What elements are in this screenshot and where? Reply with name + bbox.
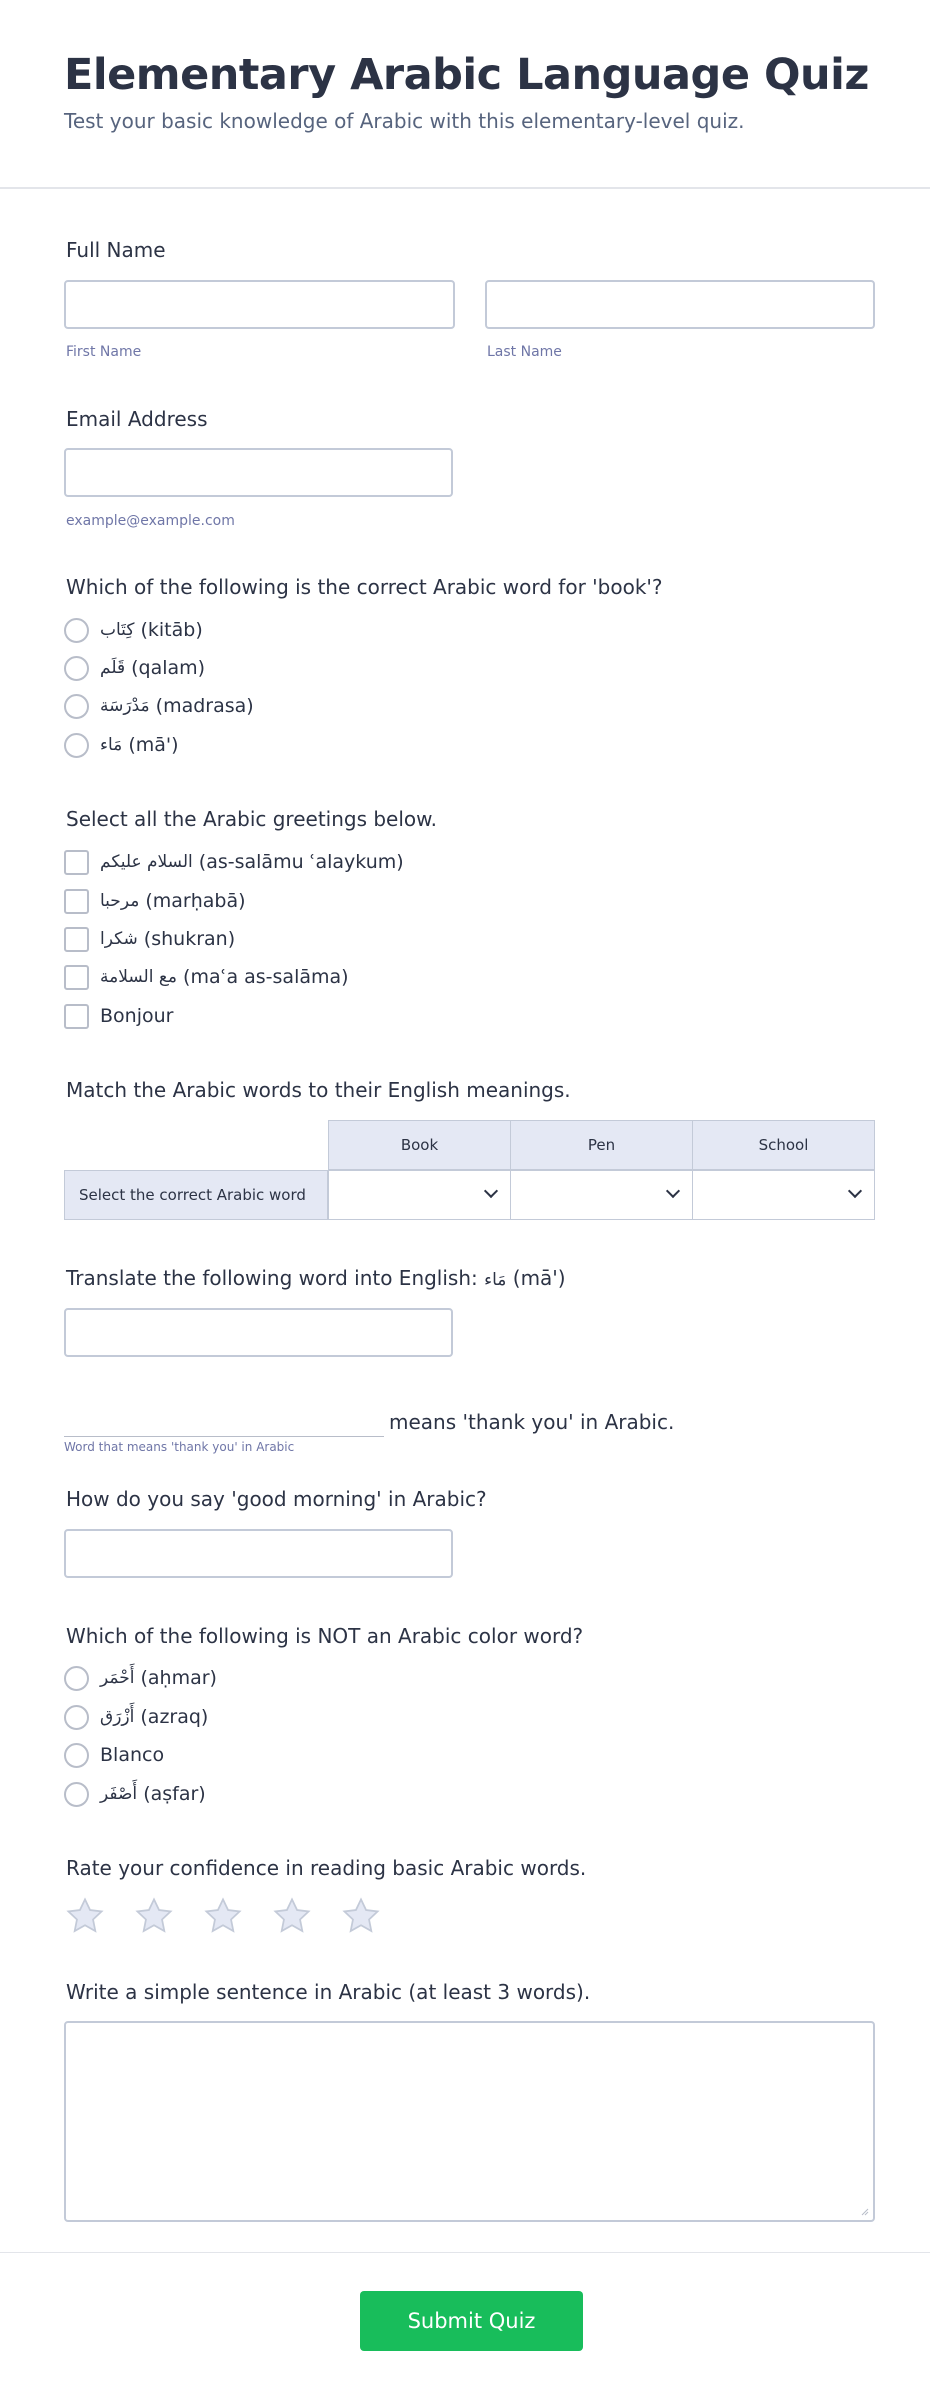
- radio-button[interactable]: [64, 1666, 89, 1691]
- first-name-sublabel: First Name: [66, 344, 142, 360]
- star-icon[interactable]: [340, 1895, 382, 1937]
- question-greetings-label: Select all the Arabic greetings below.: [66, 807, 438, 831]
- question-translate-label: Translate the following word into English: مَاء (mā'): [66, 1266, 566, 1290]
- question-match-label: Match the Arabic words to their English meanings.: [66, 1078, 571, 1102]
- color-option[interactable]: أَصْفَر (aṣfar): [64, 1780, 206, 1808]
- book-option[interactable]: كِتَاب (kitāb): [64, 616, 203, 644]
- matrix-dropdown-school[interactable]: [692, 1170, 875, 1220]
- chevron-down-icon: [666, 1184, 680, 1198]
- full-name-label: Full Name: [66, 238, 166, 262]
- greeting-option[interactable]: شكرا (shukran): [64, 925, 235, 953]
- chevron-down-icon: [848, 1184, 862, 1198]
- star-icon[interactable]: [133, 1895, 175, 1937]
- resize-handle-icon[interactable]: [859, 2206, 869, 2216]
- color-option[interactable]: أَزْرَق (azraq): [64, 1703, 208, 1731]
- page-title: Elementary Arabic Language Quiz: [64, 50, 869, 100]
- submit-button[interactable]: Submit Quiz: [360, 2291, 583, 2351]
- first-name-input[interactable]: [64, 280, 455, 329]
- matrix-column-header: School: [692, 1120, 875, 1170]
- color-option[interactable]: Blanco: [64, 1741, 164, 1769]
- question-rating-label: Rate your confidence in reading basic Arabic words.: [66, 1856, 587, 1880]
- question-sentence-label: Write a simple sentence in Arabic (at least 3 words).: [66, 1980, 591, 2004]
- question-morning-label: How do you say 'good morning' in Arabic?: [66, 1487, 487, 1511]
- star-icon[interactable]: [271, 1895, 313, 1937]
- fill-blank-input[interactable]: [64, 1436, 384, 1437]
- greeting-option[interactable]: مرحبا (marḥabā): [64, 887, 246, 915]
- radio-button[interactable]: [64, 1705, 89, 1730]
- radio-button[interactable]: [64, 618, 89, 643]
- good-morning-input[interactable]: [64, 1529, 453, 1578]
- matrix-row-label: Select the correct Arabic word: [64, 1170, 328, 1220]
- page-subtitle: Test your basic knowledge of Arabic with this elementary-level quiz.: [64, 109, 745, 133]
- matrix-column-header: Pen: [510, 1120, 693, 1170]
- radio-button[interactable]: [64, 733, 89, 758]
- color-option[interactable]: أَحْمَر (aḥmar): [64, 1664, 217, 1692]
- radio-button[interactable]: [64, 1743, 89, 1768]
- greeting-option[interactable]: مع السلامة (maʿa as-salāma): [64, 963, 349, 991]
- greeting-option[interactable]: Bonjour: [64, 1002, 173, 1030]
- last-name-sublabel: Last Name: [487, 344, 562, 360]
- email-label: Email Address: [66, 407, 208, 431]
- fill-blank-text: means 'thank you' in Arabic.: [389, 1410, 675, 1434]
- book-option[interactable]: مَاء (mā'): [64, 731, 179, 759]
- email-sublabel: example@example.com: [66, 513, 235, 529]
- star-icon[interactable]: [202, 1895, 244, 1937]
- last-name-input[interactable]: [485, 280, 875, 329]
- matrix-dropdown-book[interactable]: [328, 1170, 511, 1220]
- book-option[interactable]: قَلَم (qalam): [64, 654, 205, 682]
- footer-divider: [0, 2252, 930, 2253]
- matrix-dropdown-pen[interactable]: [510, 1170, 693, 1220]
- question-book-label: Which of the following is the correct Arabic word for 'book'?: [66, 575, 663, 599]
- form-header: [0, 0, 930, 189]
- chevron-down-icon: [484, 1184, 498, 1198]
- star-icon[interactable]: [64, 1895, 106, 1937]
- checkbox[interactable]: [64, 850, 89, 875]
- question-color-label: Which of the following is NOT an Arabic color word?: [66, 1624, 584, 1648]
- book-option[interactable]: مَدْرَسَة (madrasa): [64, 692, 254, 720]
- matrix-column-header: Book: [328, 1120, 511, 1170]
- fill-blank-sublabel: Word that means 'thank you' in Arabic: [64, 1440, 295, 1454]
- radio-button[interactable]: [64, 1782, 89, 1807]
- checkbox[interactable]: [64, 965, 89, 990]
- checkbox[interactable]: [64, 889, 89, 914]
- email-input[interactable]: [64, 448, 453, 497]
- radio-button[interactable]: [64, 656, 89, 681]
- translate-input[interactable]: [64, 1308, 453, 1357]
- checkbox[interactable]: [64, 1004, 89, 1029]
- greeting-option[interactable]: السلام عليكم (as-salāmu ʿalaykum): [64, 848, 404, 876]
- radio-button[interactable]: [64, 694, 89, 719]
- sentence-textarea[interactable]: [64, 2021, 875, 2222]
- checkbox[interactable]: [64, 927, 89, 952]
